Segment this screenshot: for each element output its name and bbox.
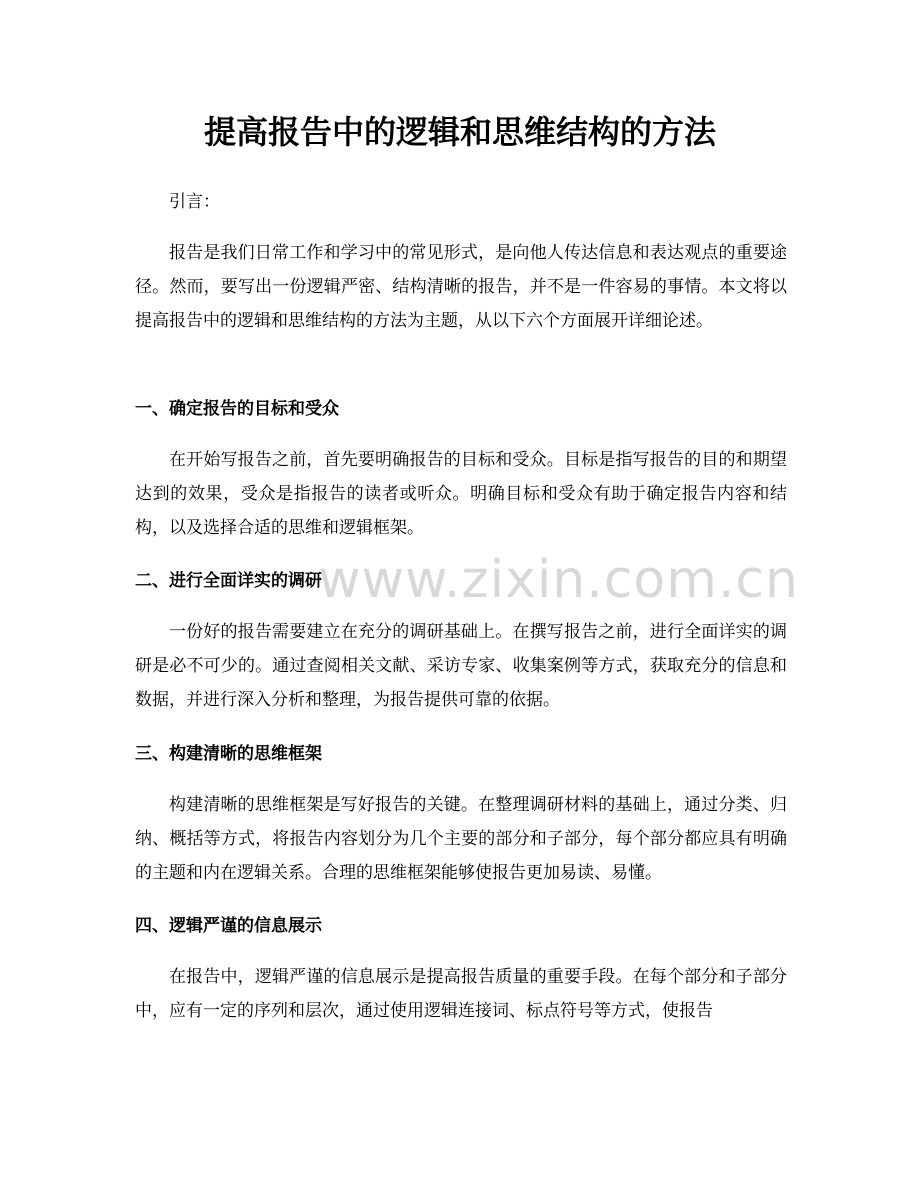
watermark: www.zixin.com.cn — [318, 550, 799, 610]
section-heading-3: 三、构建清晰的思维框架 — [135, 744, 322, 764]
section-paragraph-3: 构建清晰的思维框架是写好报告的关键。在整理调研材料的基础上，通过分类、归纳、概括等方式，将报告内容划分为几个主要的部分和子部分，每个部分都应具有明确的主题和内在逻辑关系。合理的思维框架能够使报告更加易读、易懂。 — [135, 795, 787, 883]
section-heading-4: 四、逻辑严谨的信息展示 — [135, 916, 322, 936]
intro-label: 引言： — [169, 192, 220, 212]
section-paragraph-2: 一份好的报告需要建立在充分的调研基础上。在撰写报告之前，进行全面详实的调研是必不可少的。通过查阅相关文献、采访专家、收集案例等方式，获取充分的信息和数据，并进行深入分析和整理，为报告提供可靠的依据。 — [135, 622, 787, 710]
section-paragraph-1: 在开始写报告之前，首先要明确报告的目标和受众。目标是指写报告的目的和期望达到的效果，受众是指报告的读者或听众。明确目标和受众有助于确定报告内容和结构，以及选择合适的思维和逻辑框架。 — [135, 450, 787, 538]
intro-paragraph: 报告是我们日常工作和学习中的常见形式，是向他人传达信息和表达观点的重要途径。然而，要写出一份逻辑严密、结构清晰的报告，并不是一件容易的事情。本文将以提高报告中的逻辑和思维结构的方法为主题，从以下六个方面展开详细论述。 — [135, 243, 787, 331]
section-heading-1: 一、确定报告的目标和受众 — [135, 399, 339, 419]
section-heading-2: 二、进行全面详实的调研 — [135, 571, 322, 591]
section-paragraph-4: 在报告中，逻辑严谨的信息展示是提高报告质量的重要手段。在每个部分和子部分中，应有一定的序列和层次，通过使用逻辑连接词、标点符号等方式，使报告 — [135, 967, 787, 1021]
document-title: 提高报告中的逻辑和思维结构的方法 — [203, 113, 716, 151]
